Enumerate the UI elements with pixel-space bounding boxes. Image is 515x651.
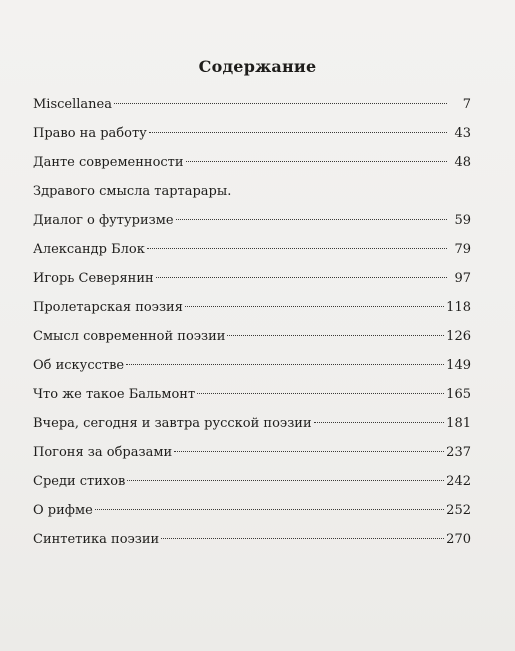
toc-entry-title: Александр Блок bbox=[33, 242, 145, 257]
dot-leader bbox=[185, 306, 444, 307]
toc-entry-page: 126 bbox=[446, 329, 471, 344]
toc-entry-page: 43 bbox=[454, 126, 471, 141]
toc-entry-page: 165 bbox=[446, 387, 471, 402]
page-title: Содержание bbox=[198, 57, 317, 76]
dot-leader bbox=[147, 248, 447, 249]
toc-entry-title: Игорь Северянин bbox=[33, 271, 154, 286]
toc-entry-title: Диалог о футуризме bbox=[33, 213, 174, 228]
dot-leader bbox=[314, 422, 445, 423]
toc-entry bbox=[33, 438, 471, 467]
toc-entry-page: 242 bbox=[446, 474, 471, 489]
table-of-contents bbox=[33, 90, 471, 554]
toc-entry bbox=[33, 351, 471, 380]
toc-entry-title: Синтетика поэзии bbox=[33, 532, 160, 547]
dot-leader bbox=[156, 277, 447, 278]
toc-entry-title: Данте современности bbox=[33, 155, 184, 170]
dot-leader bbox=[186, 161, 447, 162]
dot-leader bbox=[126, 364, 444, 365]
toc-entry-title: Об искусстве bbox=[33, 358, 125, 373]
toc-entry-page: 252 bbox=[446, 503, 471, 518]
toc-entry bbox=[33, 293, 471, 322]
toc-entry-title: Среди стихов bbox=[33, 474, 126, 489]
toc-entry-page: 270 bbox=[446, 532, 471, 547]
toc-entry-title: Пролетарская поэзия bbox=[33, 300, 183, 315]
toc-entry bbox=[33, 467, 471, 496]
toc-entry-title: О рифме bbox=[33, 503, 93, 518]
toc-entry-title: Смысл современной поэзии bbox=[33, 329, 226, 344]
toc-entry-title: Вчера, сегодня и завтра русской поэзии bbox=[33, 416, 312, 431]
toc-entry-page: 118 bbox=[446, 300, 471, 315]
toc-entry bbox=[33, 525, 471, 554]
dot-leader bbox=[149, 132, 447, 133]
toc-entry-page: 48 bbox=[454, 155, 471, 170]
dot-leader bbox=[127, 480, 444, 481]
toc-entry-title: Miscellanea bbox=[33, 97, 112, 112]
dot-leader bbox=[174, 451, 444, 452]
toc-entry bbox=[33, 119, 471, 148]
dot-leader bbox=[227, 335, 444, 336]
toc-entry-title: Что же такое Бальмонт bbox=[33, 387, 196, 402]
dot-leader bbox=[95, 509, 444, 510]
toc-entry bbox=[33, 206, 471, 235]
toc-entry bbox=[33, 235, 471, 264]
dot-leader bbox=[114, 103, 447, 104]
toc-entry-title-line1: Здравого смысла тартарары. bbox=[33, 184, 232, 199]
toc-entry-page: 97 bbox=[454, 271, 471, 286]
toc-entry-page: 181 bbox=[446, 416, 471, 431]
toc-entry-page: 79 bbox=[454, 242, 471, 257]
toc-entry bbox=[33, 148, 471, 177]
toc-entry-title: Погоня за образами bbox=[33, 445, 173, 460]
toc-entry bbox=[33, 496, 471, 525]
toc-entry-title: Право на работу bbox=[33, 126, 147, 141]
toc-entry-page: 59 bbox=[454, 213, 471, 228]
toc-entry bbox=[33, 90, 471, 119]
toc-entry-page: 237 bbox=[446, 445, 471, 460]
toc-entry-page: 7 bbox=[462, 97, 471, 112]
toc-entry bbox=[33, 409, 471, 438]
dot-leader bbox=[161, 538, 444, 539]
dot-leader bbox=[197, 393, 444, 394]
toc-entry bbox=[33, 322, 471, 351]
toc-entry bbox=[33, 380, 471, 409]
dot-leader bbox=[176, 219, 447, 220]
toc-entry-page: 149 bbox=[446, 358, 471, 373]
toc-entry bbox=[33, 264, 471, 293]
